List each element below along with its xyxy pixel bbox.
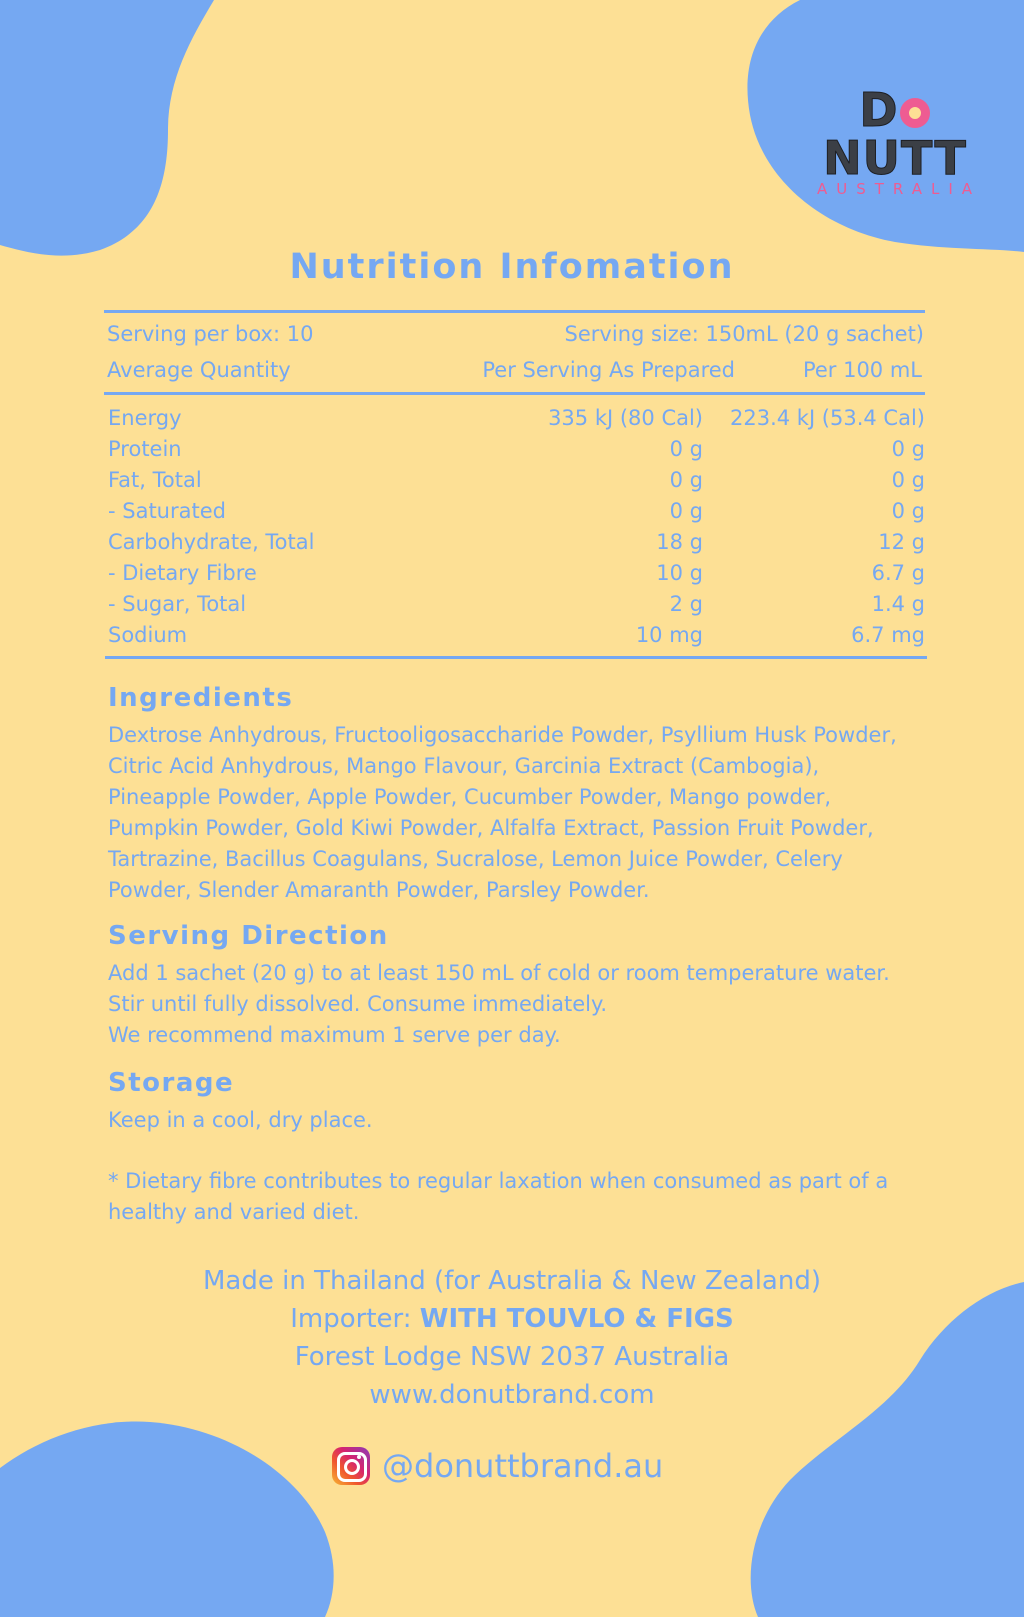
instagram-icon: [332, 1447, 370, 1485]
row-per-100ml: 6.7 g: [871, 561, 925, 585]
ingredients-heading: Ingredients: [108, 683, 294, 713]
row-per-100ml: 0 g: [891, 437, 925, 461]
row-name: - Sugar, Total: [108, 592, 247, 616]
logo-wordmark: [800, 83, 990, 185]
row-per-100ml: 12 g: [878, 530, 925, 554]
storage-text: [108, 1105, 968, 1136]
serving-direction-line: Stir until fully dissolved. Consume immediately.: [108, 992, 608, 1016]
header-average-quantity: Average Quantity: [107, 358, 291, 382]
table-bottom-rule: [105, 656, 927, 659]
header-per-serving: Per Serving As Prepared: [482, 358, 735, 382]
table-top-rule: [104, 310, 925, 313]
table-header-rule: [104, 392, 925, 395]
address: Forest Lodge NSW 2037 Australia: [294, 1342, 730, 1372]
row-name: - Saturated: [108, 499, 226, 523]
ingredients-line: Pineapple Powder, Apple Powder, Cucumber Powder, Mango powder,: [108, 785, 832, 809]
row-per-serving: 0 g: [669, 437, 703, 461]
serving-direction-line: We recommend maximum 1 serve per day.: [108, 1023, 561, 1047]
serving-per-box: Serving per box: 10: [107, 322, 314, 346]
row-name: Carbohydrate, Total: [108, 530, 315, 554]
row-per-100ml: 223.4 kJ (53.4 Cal): [729, 406, 925, 430]
brand-logo: [800, 83, 990, 198]
ingredients-line: Citric Acid Anhydrous, Mango Flavour, Garcinia Extract (Cambogia),: [108, 754, 820, 778]
row-per-serving: 10 mg: [635, 623, 703, 647]
row-per-serving: 18 g: [656, 530, 703, 554]
logo-letter-d: D: [859, 83, 899, 137]
donut-icon: [900, 98, 930, 128]
serving-direction-heading: Serving Direction: [108, 921, 389, 951]
ingredients-line: Pumpkin Powder, Gold Kiwi Powder, Alfalfa Extract, Passion Fruit Powder,: [108, 816, 874, 840]
serving-size: Serving size: 150mL (20 g sachet): [564, 322, 924, 346]
row-name: Energy: [108, 406, 182, 430]
header-per-100ml: Per 100 mL: [802, 358, 922, 382]
row-per-100ml: 1.4 g: [871, 592, 925, 616]
row-per-100ml: 6.7 mg: [851, 623, 925, 647]
row-per-serving: 0 g: [669, 499, 703, 523]
row-per-serving: 2 g: [669, 592, 703, 616]
social-handle[interactable]: [332, 1444, 663, 1488]
logo-subtitle: AUSTRALIA: [816, 180, 982, 198]
serving-direction-line: Add 1 sachet (20 g) to at least 150 mL of cold or room temperature water.: [108, 961, 890, 985]
fibre-note: [108, 1166, 968, 1228]
row-name: - Dietary Fibre: [108, 561, 257, 585]
ingredients-line: Tartrazine, Bacillus Coagulans, Sucralose, Lemon Juice Powder, Celery: [108, 847, 843, 871]
row-per-serving: 0 g: [669, 468, 703, 492]
row-name: Protein: [108, 437, 182, 461]
row-per-serving: 335 kJ (80 Cal): [548, 406, 703, 430]
row-per-100ml: 0 g: [891, 468, 925, 492]
ingredients-line: Dextrose Anhydrous, Fructooligosaccharide Powder, Psyllium Husk Powder,: [108, 723, 897, 747]
note-line: healthy and varied diet.: [108, 1200, 360, 1224]
instagram-handle: @donuttbrand.au: [382, 1447, 664, 1485]
row-per-serving: 10 g: [656, 561, 703, 585]
row-per-100ml: 0 g: [891, 499, 925, 523]
page-title: Nutrition Infomation: [289, 247, 735, 287]
serving-direction-text: [108, 958, 968, 1051]
website-link[interactable]: www.donutbrand.com: [369, 1380, 655, 1410]
ingredients-text: [108, 720, 968, 906]
made-in: Made in Thailand (for Australia & New Zealand): [203, 1266, 821, 1296]
logo-letters-nutt: NUTT: [823, 131, 967, 185]
row-name: Fat, Total: [108, 468, 202, 492]
storage-line: Keep in a cool, dry place.: [108, 1108, 373, 1132]
importer-name: WITH TOUVLO & FIGS: [419, 1304, 734, 1334]
ingredients-line: Powder, Slender Amaranth Powder, Parsley Powder.: [108, 878, 650, 902]
importer-label: Importer:: [290, 1304, 420, 1334]
importer: [0, 1300, 1024, 1338]
note-line: * Dietary fibre contributes to regular laxation when consumed as part of a: [108, 1169, 889, 1193]
storage-heading: Storage: [108, 1068, 235, 1098]
row-name: Sodium: [108, 623, 188, 647]
